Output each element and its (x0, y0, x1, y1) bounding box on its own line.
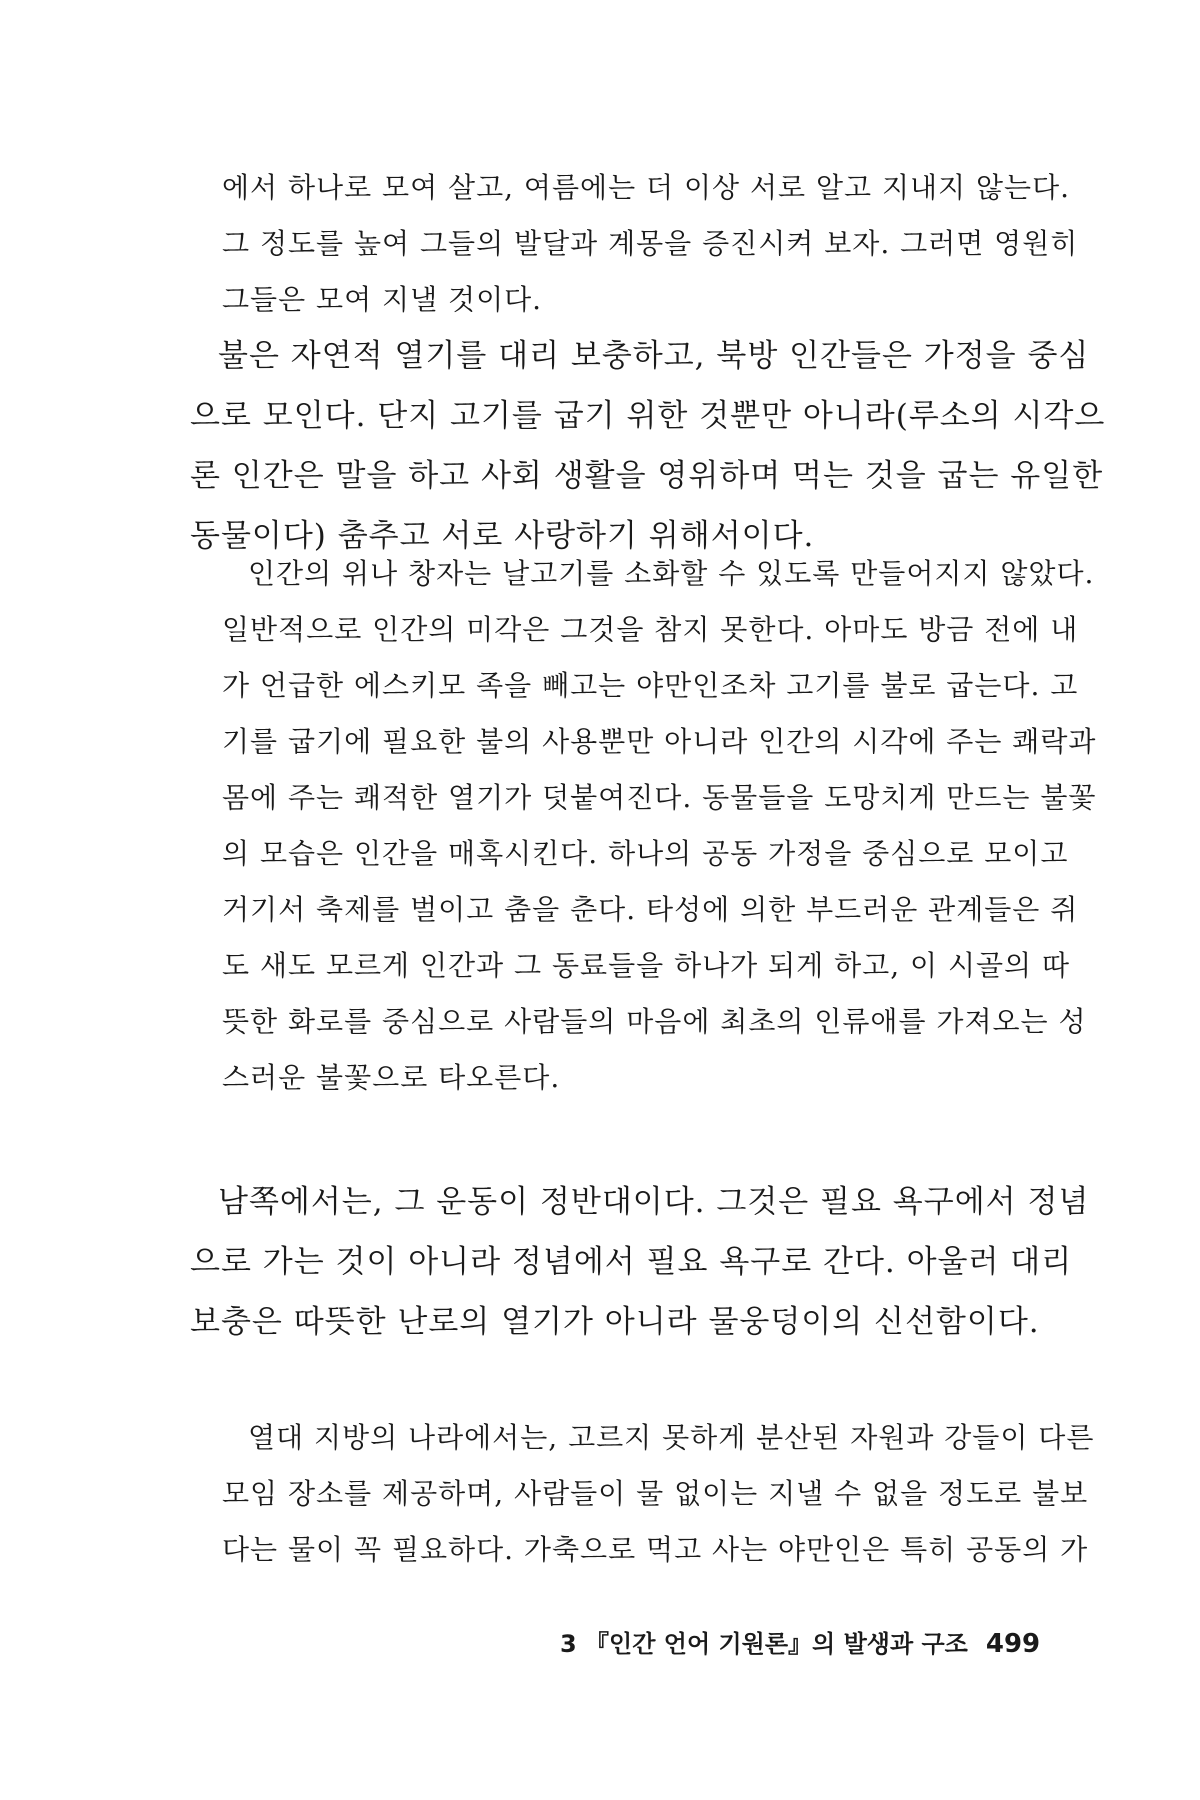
text-line: 론 인간은 말을 하고 사회 생활을 영위하며 먹는 것을 굽는 유일한 (190, 458, 1104, 494)
quote-block-2 (222, 546, 1097, 1106)
text-line: 동물이다) 춤추고 서로 사랑하기 위해서이다. (190, 518, 815, 554)
quote-block-3 (222, 1410, 1095, 1578)
quote-block-1 (222, 160, 1079, 328)
text-line: 스러운 불꽃으로 타오른다. (222, 1061, 561, 1094)
text-line: 일반적으로 인간의 미각은 그것을 참지 못한다. 아마도 방금 전에 내 (222, 613, 1079, 646)
text-line: 다는 물이 꼭 필요하다. 가축으로 먹고 사는 야만인은 특히 공동의 가 (222, 1533, 1089, 1566)
text-line: 남쪽에서는, 그 운동이 정반대이다. 그것은 필요 욕구에서 정념 (218, 1184, 1090, 1220)
text-line: 보충은 따뜻한 난로의 열기가 아니라 물웅덩이의 신선함이다. (190, 1304, 1040, 1340)
text-line: 가 언급한 에스키모 족을 빼고는 야만인조차 고기를 불로 굽는다. 고 (222, 669, 1079, 702)
text-line: 에서 하나로 모여 살고, 여름에는 더 이상 서로 알고 지내지 않는다. (222, 171, 1071, 204)
running-head: 3 『인간 언어 기원론』의 발생과 구조 (560, 1630, 968, 1658)
page-number: 499 (985, 1629, 1041, 1659)
text-line: 으로 가는 것이 아니라 정념에서 필요 욕구로 간다. 아울러 대리 (190, 1244, 1073, 1280)
text-line: 기를 굽기에 필요한 불의 사용뿐만 아니라 인간의 시각에 주는 쾌락과 (222, 725, 1097, 758)
text-line: 열대 지방의 나라에서는, 고르지 못하게 분산된 자원과 강들이 다른 (248, 1421, 1095, 1454)
text-line: 으로 모인다. 단지 고기를 굽기 위한 것뿐만 아니라(루소의 시각으 (190, 398, 1106, 434)
paragraph-2 (190, 1172, 1090, 1352)
page-footer (560, 1624, 1041, 1659)
text-line: 의 모습은 인간을 매혹시킨다. 하나의 공동 가정을 중심으로 모이고 (222, 837, 1069, 870)
text-line: 그들은 모여 지낼 것이다. (222, 283, 543, 316)
text-line: 도 새도 모르게 인간과 그 동료들을 하나가 되게 하고, 이 시골의 따 (222, 949, 1071, 982)
text-line: 불은 자연적 열기를 대리 보충하고, 북방 인간들은 가정을 중심 (218, 338, 1090, 374)
text-line: 그 정도를 높여 그들의 발달과 계몽을 증진시켜 보자. 그러면 영원히 (222, 227, 1079, 260)
text-line: 모임 장소를 제공하며, 사람들이 물 없이는 지낼 수 없을 정도로 불보 (222, 1477, 1089, 1510)
text-line: 뜻한 화로를 중심으로 사람들의 마음에 최초의 인류애를 가져오는 성 (222, 1005, 1087, 1038)
text-line: 거기서 축제를 벌이고 춤을 춘다. 타성에 의한 부드러운 관계들은 쥐 (222, 893, 1079, 926)
text-line: 몸에 주는 쾌적한 열기가 덧붙여진다. 동물들을 도망치게 만드는 불꽃 (222, 781, 1097, 814)
paragraph-1 (190, 326, 1106, 566)
text-line: 인간의 위나 창자는 날고기를 소화할 수 있도록 만들어지지 않았다. (248, 557, 1095, 590)
